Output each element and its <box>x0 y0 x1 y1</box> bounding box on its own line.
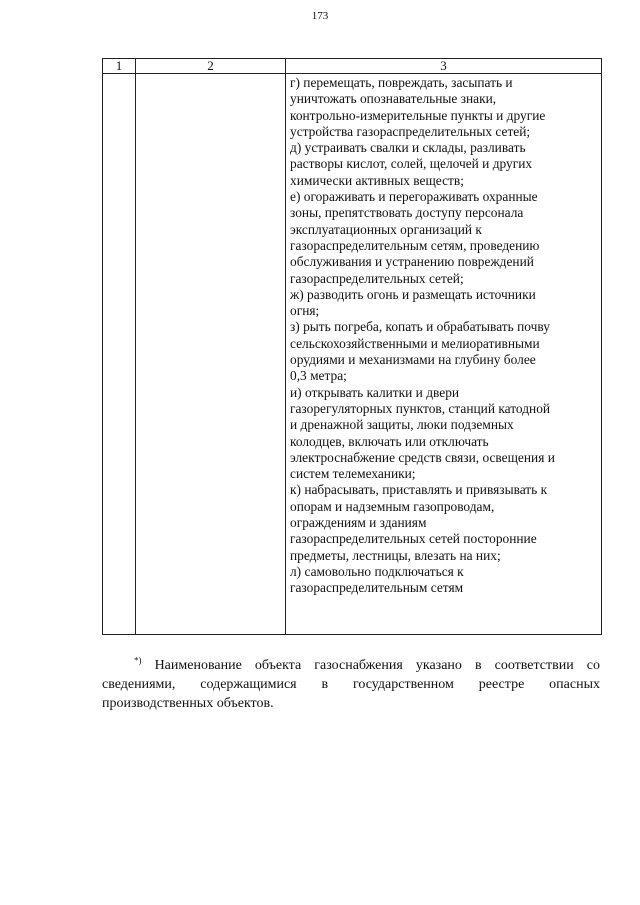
footnote-line-2: сведениями, содержащимися в государственном реестре опасных <box>102 677 600 692</box>
restriction-line: электроснабжение средств связи, освещения и <box>290 449 555 465</box>
restriction-line: газораспределительных сетей посторонние <box>290 531 537 547</box>
footnote <box>102 656 600 713</box>
table-header-row <box>103 59 602 74</box>
restriction-line: и дренажной защиты, люки подземных <box>290 417 514 433</box>
restriction-line: ограждениям и зданиям <box>290 515 427 531</box>
restriction-line: газораспределительным сетям, проведению <box>290 237 540 253</box>
restriction-line: ж) разводить огонь и размещать источники <box>290 286 536 302</box>
footnote-text-1: Наименование объекта газоснабжения указано в соответствии со <box>154 658 600 673</box>
restriction-line: газораспределительным сетям <box>290 580 464 596</box>
restriction-line: химически активных веществ; <box>290 172 464 188</box>
restriction-line: уничтожать опознавательные знаки, <box>290 91 497 107</box>
restriction-line: эксплуатационных организаций к <box>290 221 482 237</box>
restriction-line: контрольно-измерительные пункты и другие <box>290 107 546 123</box>
header-col-1: 1 <box>103 59 136 74</box>
restriction-line: предметы, лестницы, влезать на них; <box>290 547 501 563</box>
cell-col-2 <box>136 74 286 635</box>
footnote-line-1 <box>102 656 600 675</box>
restriction-line: устройства газораспределительных сетей; <box>290 123 531 139</box>
restriction-line: л) самовольно подключаться к <box>290 563 464 579</box>
footnote-line-3: производственных объектов. <box>102 696 274 711</box>
restriction-line: сельскохозяйственными и мелиоративными <box>290 335 540 351</box>
cell-col-1 <box>103 74 136 635</box>
regulation-table <box>102 58 602 635</box>
table-row <box>103 74 602 635</box>
restriction-line: растворы кислот, солей, щелочей и других <box>290 156 533 172</box>
restriction-line: огня; <box>290 303 320 319</box>
restriction-line: з) рыть погреба, копать и обрабатывать почву <box>290 319 550 335</box>
restriction-line: газорегуляторных пунктов, станций катодной <box>290 400 551 416</box>
restriction-line: колодцев, включать или отключать <box>290 433 489 449</box>
footnote-marker: *) <box>134 655 142 666</box>
header-col-2: 2 <box>136 59 286 74</box>
cell-col-3 <box>286 74 602 635</box>
restriction-line: д) устраивать свалки и склады, разливать <box>290 140 526 156</box>
restriction-line: е) огораживать и перегораживать охранные <box>290 189 538 205</box>
restriction-line: зоны, препятствовать доступу персонала <box>290 205 524 221</box>
restriction-line: г) перемещать, повреждать, засыпать и <box>290 75 513 90</box>
page-number: 173 <box>311 10 329 22</box>
restriction-line: газораспределительных сетей; <box>290 270 464 286</box>
restriction-line: и) открывать калитки и двери <box>290 384 460 400</box>
restriction-line: опорам и надземным газопроводам, <box>290 498 495 514</box>
restriction-line: 0,3 метра; <box>290 368 347 384</box>
header-col-3: 3 <box>286 59 602 74</box>
restriction-line: орудиями и механизмами на глубину более <box>290 352 536 368</box>
restrictions-text <box>286 74 601 598</box>
restriction-line: систем телемеханики; <box>290 466 416 482</box>
restriction-line: к) набрасывать, приставлять и привязывать к <box>290 482 548 498</box>
restriction-line: обслуживания и устранению повреждений <box>290 254 534 270</box>
